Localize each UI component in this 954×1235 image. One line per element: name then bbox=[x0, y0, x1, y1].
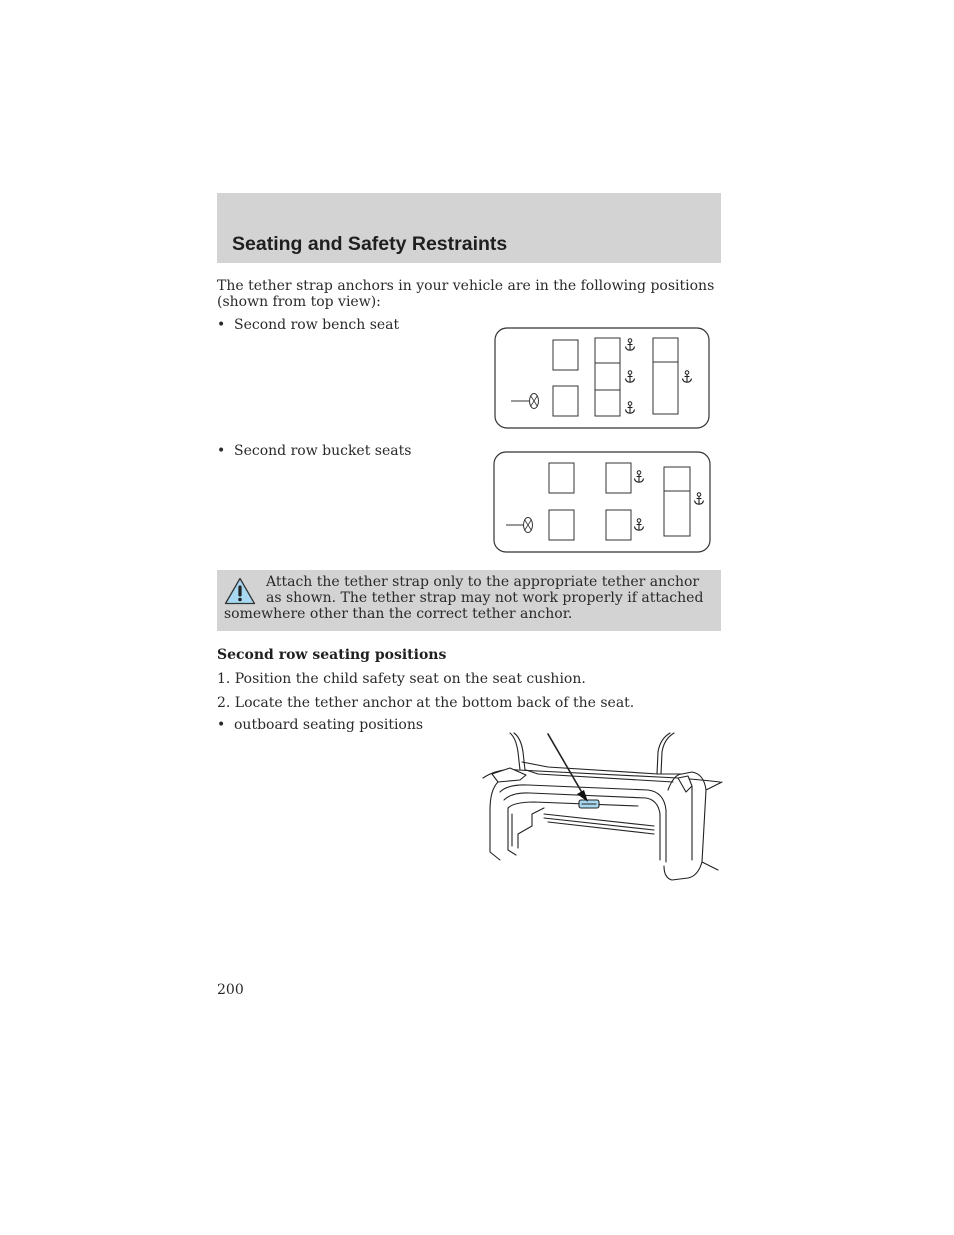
intro-paragraph: The tether strap anchors in your vehicle are in the following positions (shown from top view): bbox=[217, 278, 715, 310]
bench-seat-diagram bbox=[494, 327, 710, 429]
warning-text: Attach the tether strap only to the appropriate tether anchor as shown. The tether strap may not work properly if attached somewhere other than the correct tether anchor. bbox=[224, 574, 704, 622]
bullet-dot: • bbox=[217, 443, 226, 459]
third-row-bench bbox=[664, 467, 690, 536]
front-passenger-seat bbox=[549, 463, 574, 493]
driver-seat bbox=[553, 386, 578, 416]
front-passenger-seat bbox=[553, 340, 578, 370]
bullet-dot: • bbox=[217, 317, 226, 333]
step-2: 2. Locate the tether anchor at the bottom back of the seat. bbox=[217, 695, 635, 711]
bullet-bench-seat bbox=[217, 317, 399, 333]
driver-seat bbox=[549, 510, 574, 540]
bullet-outboard bbox=[217, 717, 423, 733]
bullet-dot: • bbox=[217, 717, 226, 733]
seat-back-frame bbox=[490, 782, 500, 860]
section-header-band bbox=[217, 193, 721, 263]
bucket-seats-diagram bbox=[493, 451, 711, 553]
seat-tether-anchor-illustration bbox=[478, 730, 724, 882]
page-number: 200 bbox=[217, 982, 244, 998]
section-title: Seating and Safety Restraints bbox=[232, 233, 508, 255]
section-heading: Second row seating positions bbox=[217, 647, 447, 663]
bullet-bucket-seats bbox=[217, 443, 411, 459]
warning-box bbox=[217, 570, 721, 631]
second-row-right-bucket bbox=[606, 463, 631, 493]
bullet-bench-label: Second row bench seat bbox=[234, 317, 400, 333]
third-row-bench bbox=[653, 338, 678, 414]
bullet-outboard-label: outboard seating positions bbox=[234, 717, 424, 733]
second-row-bench bbox=[595, 338, 620, 416]
step-1: 1. Position the child safety seat on the seat cushion. bbox=[217, 671, 586, 687]
warning-text-block bbox=[224, 574, 712, 622]
second-row-left-bucket bbox=[606, 510, 631, 540]
bullet-bucket-label: Second row bucket seats bbox=[234, 443, 412, 459]
